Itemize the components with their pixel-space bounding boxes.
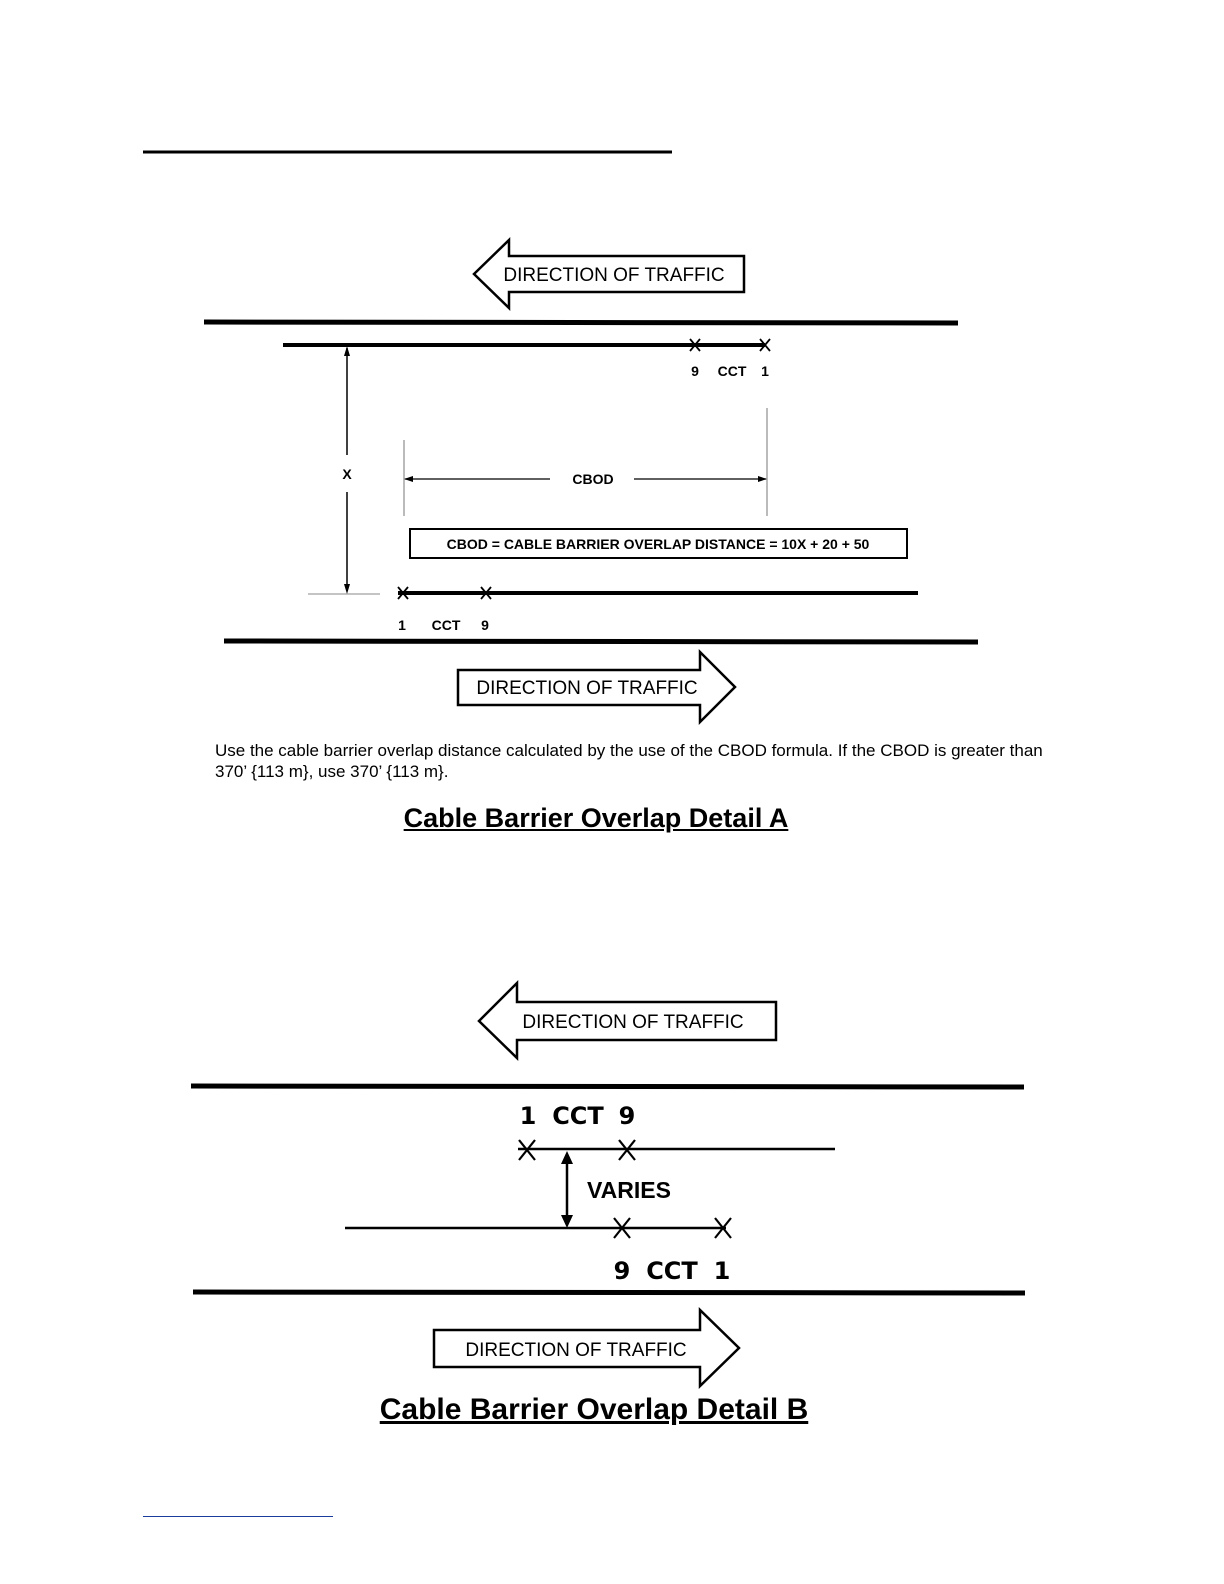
detail-a-title: Cable Barrier Overlap Detail A [403, 803, 789, 833]
detail-a [204, 240, 978, 722]
varies-arrowhead-down-icon [561, 1215, 573, 1228]
arrow-right-label: DIRECTION OF TRAFFIC [465, 1340, 687, 1361]
bottom-label-left: 1 [398, 617, 406, 633]
road-edge-bottom [224, 641, 978, 642]
cbod-arrowhead-left-icon [404, 476, 413, 482]
road-edge-bottom [193, 1292, 1025, 1293]
cbod-note: Use the cable barrier overlap distance calculated by the use of the CBOD formula. If the CBOD is greater than 370’ {113 m}, use 370’ {113 m}. [215, 741, 1043, 781]
footer-link-rule [143, 1516, 333, 1517]
bottom-label-left: 9 [613, 1257, 631, 1285]
x-dimension-label: X [342, 466, 352, 482]
bottom-label-mid: CCT [646, 1257, 698, 1285]
formula-text: CBOD = CABLE BARRIER OVERLAP DISTANCE = 10X + 20 + 50 [446, 536, 870, 552]
road-edge-top [204, 322, 958, 323]
x-dimension-arrowhead-up-icon [344, 346, 350, 356]
x-dimension-arrowhead-down-icon [344, 584, 350, 594]
bottom-label-mid: CCT [431, 617, 461, 633]
top-label-left: 1 [519, 1102, 537, 1130]
cbod-label: CBOD [572, 471, 614, 487]
top-label-mid: CCT [717, 363, 747, 379]
bottom-label-right: 1 [713, 1257, 731, 1285]
bottom-label-right: 9 [481, 617, 489, 633]
detail-b-title: Cable Barrier Overlap Detail B [379, 1393, 809, 1426]
cbod-arrowhead-right-icon [758, 476, 767, 482]
top-label-mid: CCT [552, 1102, 604, 1130]
varies-arrowhead-up-icon [561, 1151, 573, 1164]
arrow-left-label: DIRECTION OF TRAFFIC [503, 265, 725, 286]
road-edge-top [191, 1086, 1024, 1087]
arrow-left-label: DIRECTION OF TRAFFIC [522, 1012, 744, 1033]
arrow-right-label: DIRECTION OF TRAFFIC [476, 678, 698, 699]
varies-label: VARIES [587, 1177, 671, 1203]
top-label-right: 1 [761, 363, 769, 379]
top-label-left: 9 [691, 363, 699, 379]
detail-b [191, 983, 1025, 1386]
top-label-right: 9 [618, 1102, 636, 1130]
